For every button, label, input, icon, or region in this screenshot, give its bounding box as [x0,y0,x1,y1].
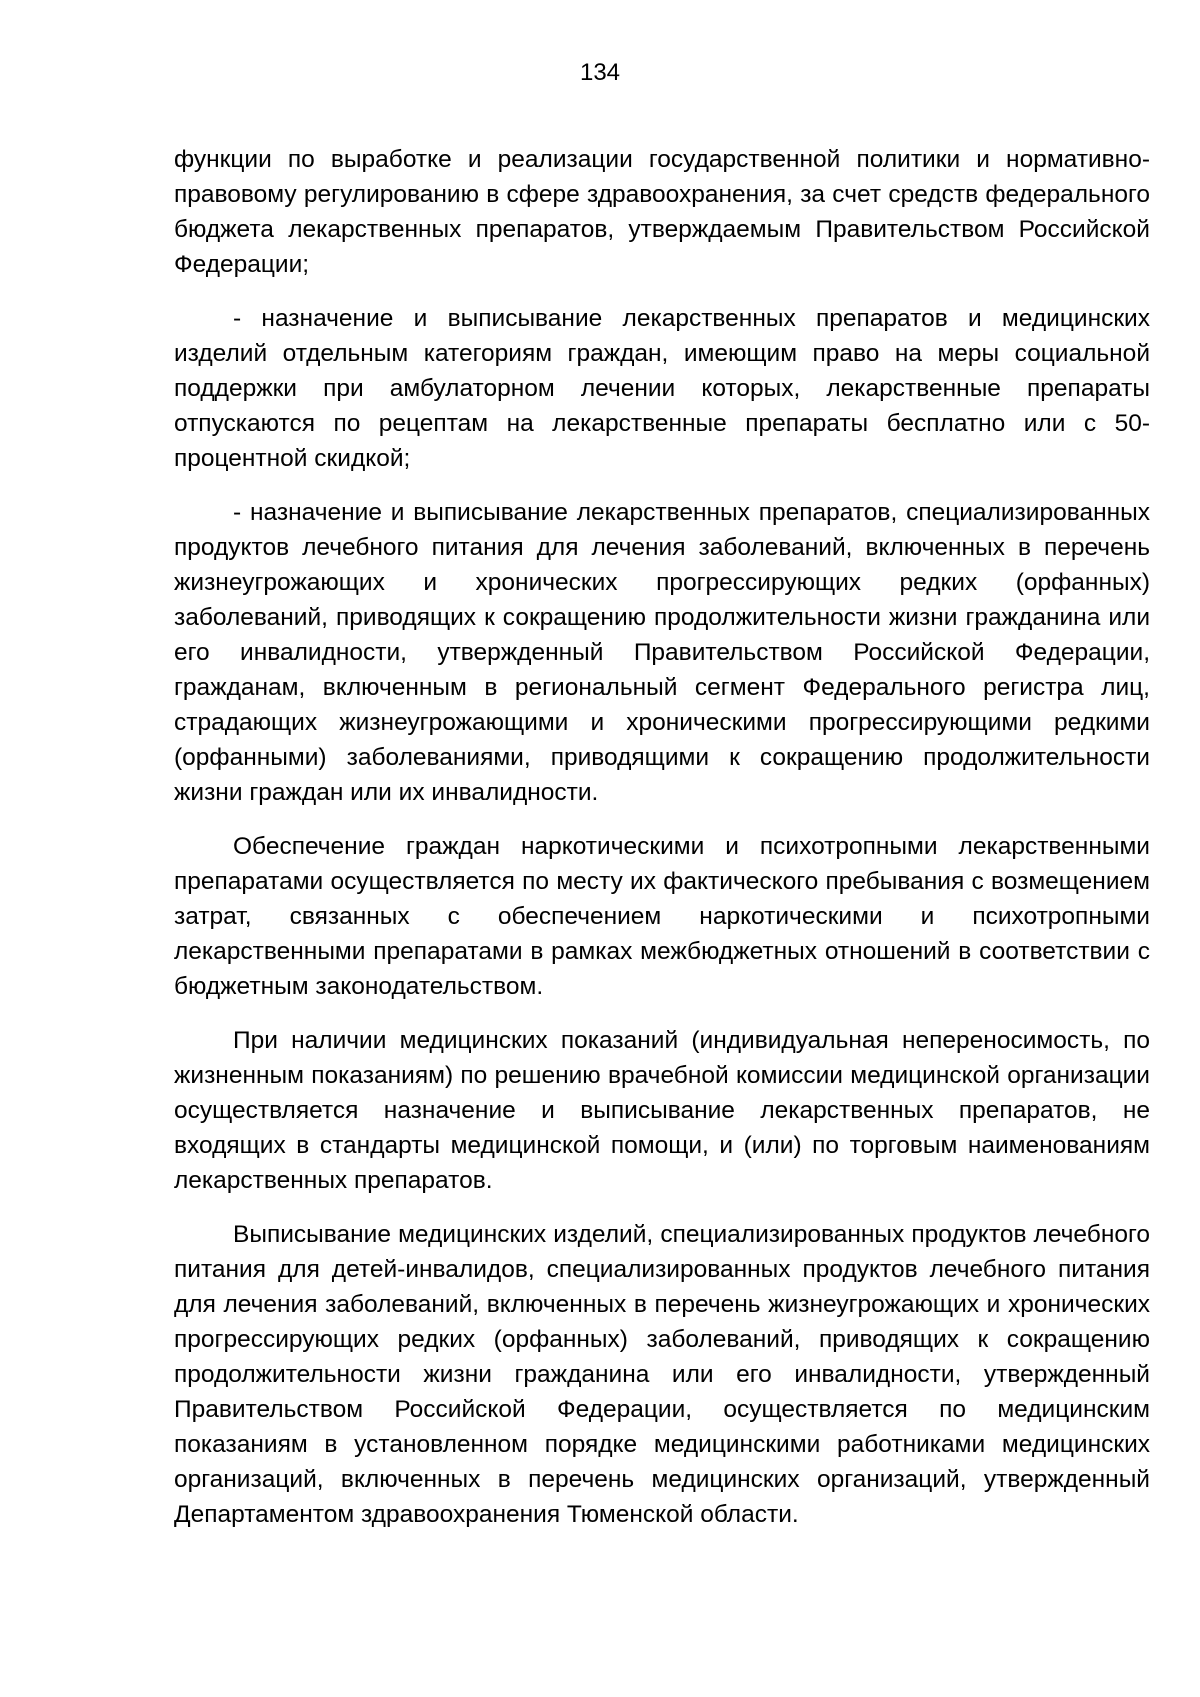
document-body [174,142,1150,1551]
paragraph-2: - назначение и выписывание лекарственных препаратов и медицинских изделий отдельным категориям граждан, имеющим право на меры социальной поддержки при амбулаторном лечении которых, лекарственные препараты отпускаются по рецептам на лекарственные препараты бесплатно или с 50-процентной скидкой; [174,305,1150,472]
paragraph-5: При наличии медицинских показаний (индивидуальная непереносимость, по жизненным показаниям) по решению врачебной комиссии медицинской организации осуществляется назначение и выписывание лекарственных препаратов, не входящих в стандарты медицинской помощи, и (или) по торговым наименованиям лекарственных препаратов. [174,1027,1150,1194]
paragraph-4: Обеспечение граждан наркотическими и психотропными лекарственными препаратами осуществляется по месту их фактического пребывания с возмещением затрат, связанных с обеспечением наркотическими и психотропными лекарственными препаратами в рамках межбюджетных отношений в соответствии с бюджетным законодательством. [174,833,1150,1000]
paragraph-3: - назначение и выписывание лекарственных препаратов, специализированных продуктов лечебного питания для лечения заболеваний, включенных в перечень жизнеугрожающих и хронических прогрессирующих редких (орфанных) заболеваний, приводящих к сокращению продолжительности жизни гражданина или его инвалидности, утвержденный Правительством Российской Федерации, гражданам, включенным в региональный сегмент Федерального регистра лиц, страдающих жизнеугрожающими и хроническими прогрессирующими редкими (орфанными) заболеваниями, приводящими к сокращению продолжительности жизни граждан или их инвалидности. [174,499,1150,806]
paragraph-1: функции по выработке и реализации государственной политики и нормативно-правовому регулированию в сфере здравоохранения, за счет средств федерального бюджета лекарственных препаратов, утверждаемым Правительством Российской Федерации; [174,146,1150,278]
paragraph-6: Выписывание медицинских изделий, специализированных продуктов лечебного питания для детей-инвалидов, специализированных продуктов лечебного питания для лечения заболеваний, включенных в перечень жизнеугрожающих и хронических прогрессирующих редких (орфанных) заболеваний, приводящих к сокращению продолжительности жизни гражданина или его инвалидности, утвержденный Правительством Российской Федерации, осуществляется по медицинским показаниям в установленном порядке медицинскими работниками медицинских организаций, включенных в перечень медицинских организаций, утвержденный Департаментом здравоохранения Тюменской области. [174,1221,1150,1528]
page-number: 134 [579,59,621,86]
